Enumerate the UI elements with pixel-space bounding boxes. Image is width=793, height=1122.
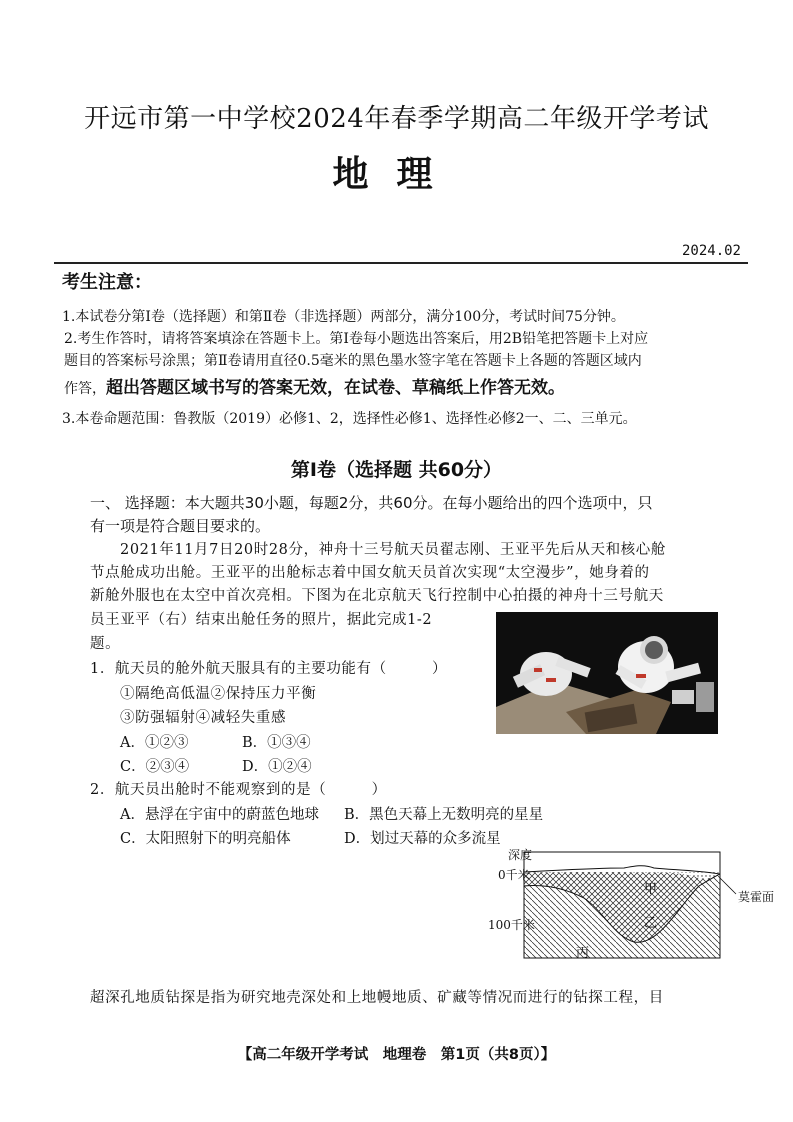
passage-line-5: 题。 [90,636,121,652]
passage2-line-1: 超深孔地质钻探是指为研究地壳深处和上地幔地质、矿藏等情况而进行的钻探工程，目 [90,990,664,1006]
depth-label: 深度 [508,848,533,862]
q1-statements-2: ③防强辐射④减轻失重感 [120,710,287,726]
crust-diagram [484,846,784,966]
q1-stem: 1．航天员的舱外航天服具有的主要功能有（ ） [90,661,448,677]
moho-label: 莫霍面 [738,890,775,904]
passage-line-2: 节点舱成功出舱。王亚平的出舱标志着中国女航天员首次实现“太空漫步”，她身着的 [90,565,650,581]
q2-option-d: D．划过天幕的众多流星 [344,831,501,847]
notice-emphasis: 超出答题区域书写的答案无效，在试卷、草稿纸上作答无效。 [106,378,565,398]
page-footer: 【高二年级开学考试 地理卷 第1页（共8页）】 [237,1047,556,1063]
passage-line-1: 2021年11月7日20时28分，神舟十三号航天员翟志刚、王亚平先后从天和核心舱 [120,542,666,558]
crust-diagram-graphic [484,846,784,966]
zero-km-label: 0千米 [498,868,530,882]
notice-item-1: 1.本试卷分第Ⅰ卷（选择题）和第Ⅱ卷（非选择题）两部分，满分100分，考试时间75分钟。 [62,309,625,325]
passage-line-3: 新舱外服也在太空中首次亮相。下图为在北京航天飞行控制中心拍摄的神舟十三号航天 [90,588,664,604]
section-instruction-line-2: 有一项是符合题目要求的。 [90,517,271,535]
layer-bing-label: 丙 [576,946,590,961]
q2-option-a: A．悬浮在宇宙中的蔚蓝色地球 [120,807,319,823]
exam-date: 2024.02 [681,243,741,259]
section-title: 第Ⅰ卷（选择题 共60分） [290,459,503,481]
passage-line-4: 员王亚平（右）结束出舱任务的照片，据此完成1-2 [90,612,433,628]
section-instruction-line-1: 一、 选择题：本大题共30小题，每题2分，共60分。在每小题给出的四个选项中，只 [90,494,653,512]
notice-item-2-line-2: 题目的答案标号涂黑；第Ⅱ卷请用直径0.5毫米的黑色墨水签字笔在答题卡上各题的答题区域内 [64,353,642,369]
notice-item-2-line-3 [64,373,565,400]
q2-stem: 2．航天员出舱时不能观察到的是（ ） [90,782,387,798]
notice-item-2-line-1: 2.考生作答时，请将答案填涂在答题卡上。第Ⅰ卷每小题选出答案后，用2B铅笔把答题卡上对应 [64,331,649,347]
q1-option-c: C．②③④ [120,759,190,775]
q1-option-d: D．①②④ [242,759,312,775]
q2-option-c: C．太阳照射下的明亮船体 [120,831,291,847]
layer-jia-label: 甲 [644,882,658,897]
notice-heading: 考生注意： [62,272,152,293]
exam-title: 开远市第一中学校2024年春季学期高二年级开学考试 [84,104,709,134]
hundred-km-label: 100千米 [488,918,535,932]
header-rule [54,262,748,264]
notice-item-2-prefix: 作答， [64,381,106,397]
layer-yi-label: 乙 [644,916,658,931]
subject-title: 地理 [332,154,461,195]
astronaut-photo-graphic [496,612,718,734]
q1-option-a: A．①②③ [120,735,189,751]
section-instruction [90,492,730,538]
notice-item-3: 3.本卷命题范围：鲁教版（2019）必修1、2，选择性必修1、选择性必修2一、二、三单元。 [62,411,637,427]
astronaut-photo [496,612,718,734]
q2-option-b: B．黑色天幕上无数明亮的星星 [344,807,544,823]
q1-statements-1: ①隔绝高低温②保持压力平衡 [120,686,317,702]
q1-option-b: B．①③④ [242,735,311,751]
